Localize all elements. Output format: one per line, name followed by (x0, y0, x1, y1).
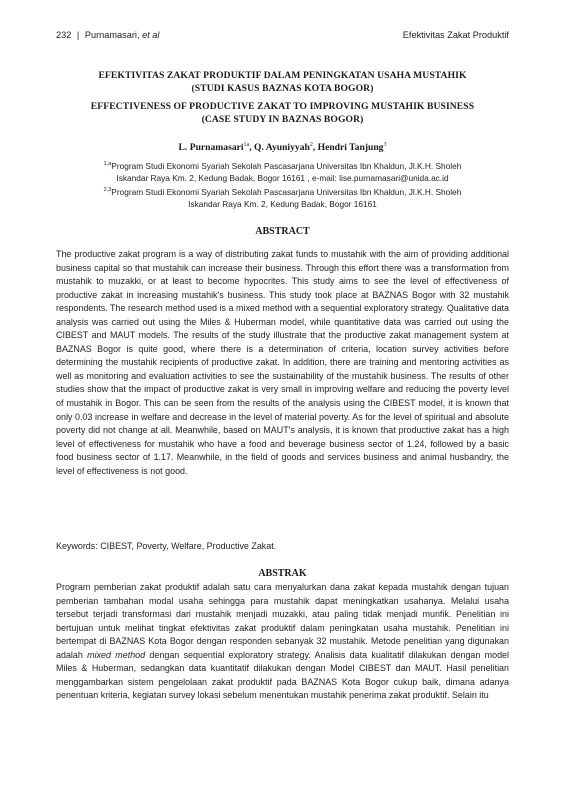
title-indonesian-line2: (STUDI KASUS BAZNAS KOTA BOGOR) (191, 83, 374, 94)
author-1-sup: 1a (243, 142, 250, 148)
author-1: L. Purnamasari (178, 142, 244, 154)
page-number: 232 (56, 30, 72, 40)
header-et-al: et al (142, 30, 160, 40)
title-english (56, 100, 509, 126)
author-2: Q. Ayuniyyah (254, 142, 310, 154)
header-separator: | (76, 30, 80, 40)
title-english-line2: (CASE STUDY IN BAZNAS BOGOR) (201, 114, 364, 125)
affiliation-1-sup: 1,a (103, 161, 112, 167)
running-header (56, 30, 509, 44)
header-left (56, 30, 159, 40)
abstrak-text-part1: Program pemberian zakat produktif adalah satu cara menyalurkan dana zakat kepada mustahik dengan tujuan pemberian tambahan modal usaha sehingga para mustahik dapat meningkatkan usahanya. Melalui usaha tersebut terjadi transformasi dari mustahik menjadi muzakki, atau paling tidak menjadi munfik. Penelitian ini bertujuan untuk melihat tingkat efektivitas zakat produktif dalam peningkatan usaha mustahik. Penelitian ini bertempat di BAZNAS Kota Bogor dengan responden sebanyak 32 mustahik. Metode penelitian yang digunakan adalah (56, 582, 509, 660)
title-english-line1: EFFECTIVENESS OF PRODUCTIVE ZAKAT TO IMPROVING MUSTAHIK BUSINESS (90, 101, 475, 112)
affiliation-2-sup: 2,3 (103, 187, 112, 193)
title-indonesian-line1: EFEKTIVITAS ZAKAT PRODUKTIF DALAM PENINGKATAN USAHA MUSTAHIK (98, 70, 467, 81)
author-3-sup: 3 (383, 142, 387, 148)
affiliation-1 (70, 158, 495, 185)
abstrak-text-part2: dengan sequential exploratory strategy. Analisis data kualitatif dilakukan dengan model Miles & Huberman, sedangkan data kuantitatif dilakukan dengan Model CIBEST dan MAUT. Hasil penelitian menggambarkan sistem pengelolaan zakat produktif pada BAZNAS Kota Bogor cukup baik, dimana adanya penentuan kriteria, kegiatan survey lokasi sebelum menentukan mustahik penerima zakat produktif. Selain itu (56, 649, 510, 701)
abstrak-text (56, 581, 509, 703)
abstrak-text-italic: mixed method (87, 649, 146, 660)
abstract-heading: ABSTRACT (255, 226, 310, 237)
affiliation-2-line2: Iskandar Raya Km. 2, Kedung Badak, Bogor 16161 (188, 199, 377, 210)
affiliation-1-line1: Program Studi Ekonomi Syariah Sekolah Pascasarjana Universitas Ibn Khaldun, Jl.K.H. Sholeh (111, 160, 462, 171)
header-journal-title: Efektivitas Zakat Produktif (402, 30, 509, 40)
abstract-text: The productive zakat program is a way of distributing zakat funds to mustahik with the aim of providing additional business capital so that mustahik can increase their business. Through this effort there was a transformation from mustahik to muzakki, or at least to become hypocrites. This study aims to see the level of effectiveness of productive zakat in increasing mustahik's business. This study took place at BAZNAS Bogor with 32 mustahik respondents. The research method used is a mixed method with a sequential exploratory strategy. Qualitative data analysis was carried out using the Miles & Huberman model, while quantitative data was carried out using the CIBEST and MAUT models. The results of the study illustrate that the productive zakat management system at BAZNAS Bogor is quite good, where there is a determination of criteria, location survey activities before determining the mustahik recipients of productive zakat. In addition, there are training and mentoring activities as well as monitoring and evaluation activities to see the sustainability of the mustahik business. The results of other studies show that the impact of productive zakat is very small in improving welfare and reducing the poverty level of mustahik in Bogor. This can be seen from the results of the analysis using the CIBEST model, it is known that only 0.03 increase in welfare and decrease in the level of material poverty. As for the level of spiritual and absolute poverty did not change at all. Meanwhile, based on MAUT's analysis, it is known that productive zakat has a high level of effectiveness for mustahik who have a food and beverage business sector of 1.24, followed by a basic food business sector of 1.17. Meanwhile, in the field of goods and services business and animal husbandry, the level of effectiveness is not good. (56, 249, 509, 476)
affiliation-2-line1: Program Studi Ekonomi Syariah Sekolah Pascasarjana Universitas Ibn Khaldun, Jl.K.H. Sholeh (111, 186, 462, 197)
author-3: Hendri Tanjung (317, 142, 384, 154)
header-authors: Purnamasari, (84, 30, 140, 40)
author-2-sup: 2 (309, 142, 313, 148)
affiliation-1-line2: Iskandar Raya Km. 2, Kedung Badak, Bogor 16161 , e-mail: lise.purnamasari@unida.ac.id (116, 173, 449, 184)
abstrak-heading: ABSTRAK (258, 568, 307, 579)
author-list: L. Purnamasari$^{1a}$, Q. Ayuniyyah$^2$, Hendri Tanjung$^3$ (178, 142, 387, 154)
keywords: Keywords: CIBEST, Poverty, Welfare, Productive Zakat. (56, 541, 277, 551)
title-indonesian (56, 69, 509, 95)
affiliation-2 (70, 184, 495, 211)
